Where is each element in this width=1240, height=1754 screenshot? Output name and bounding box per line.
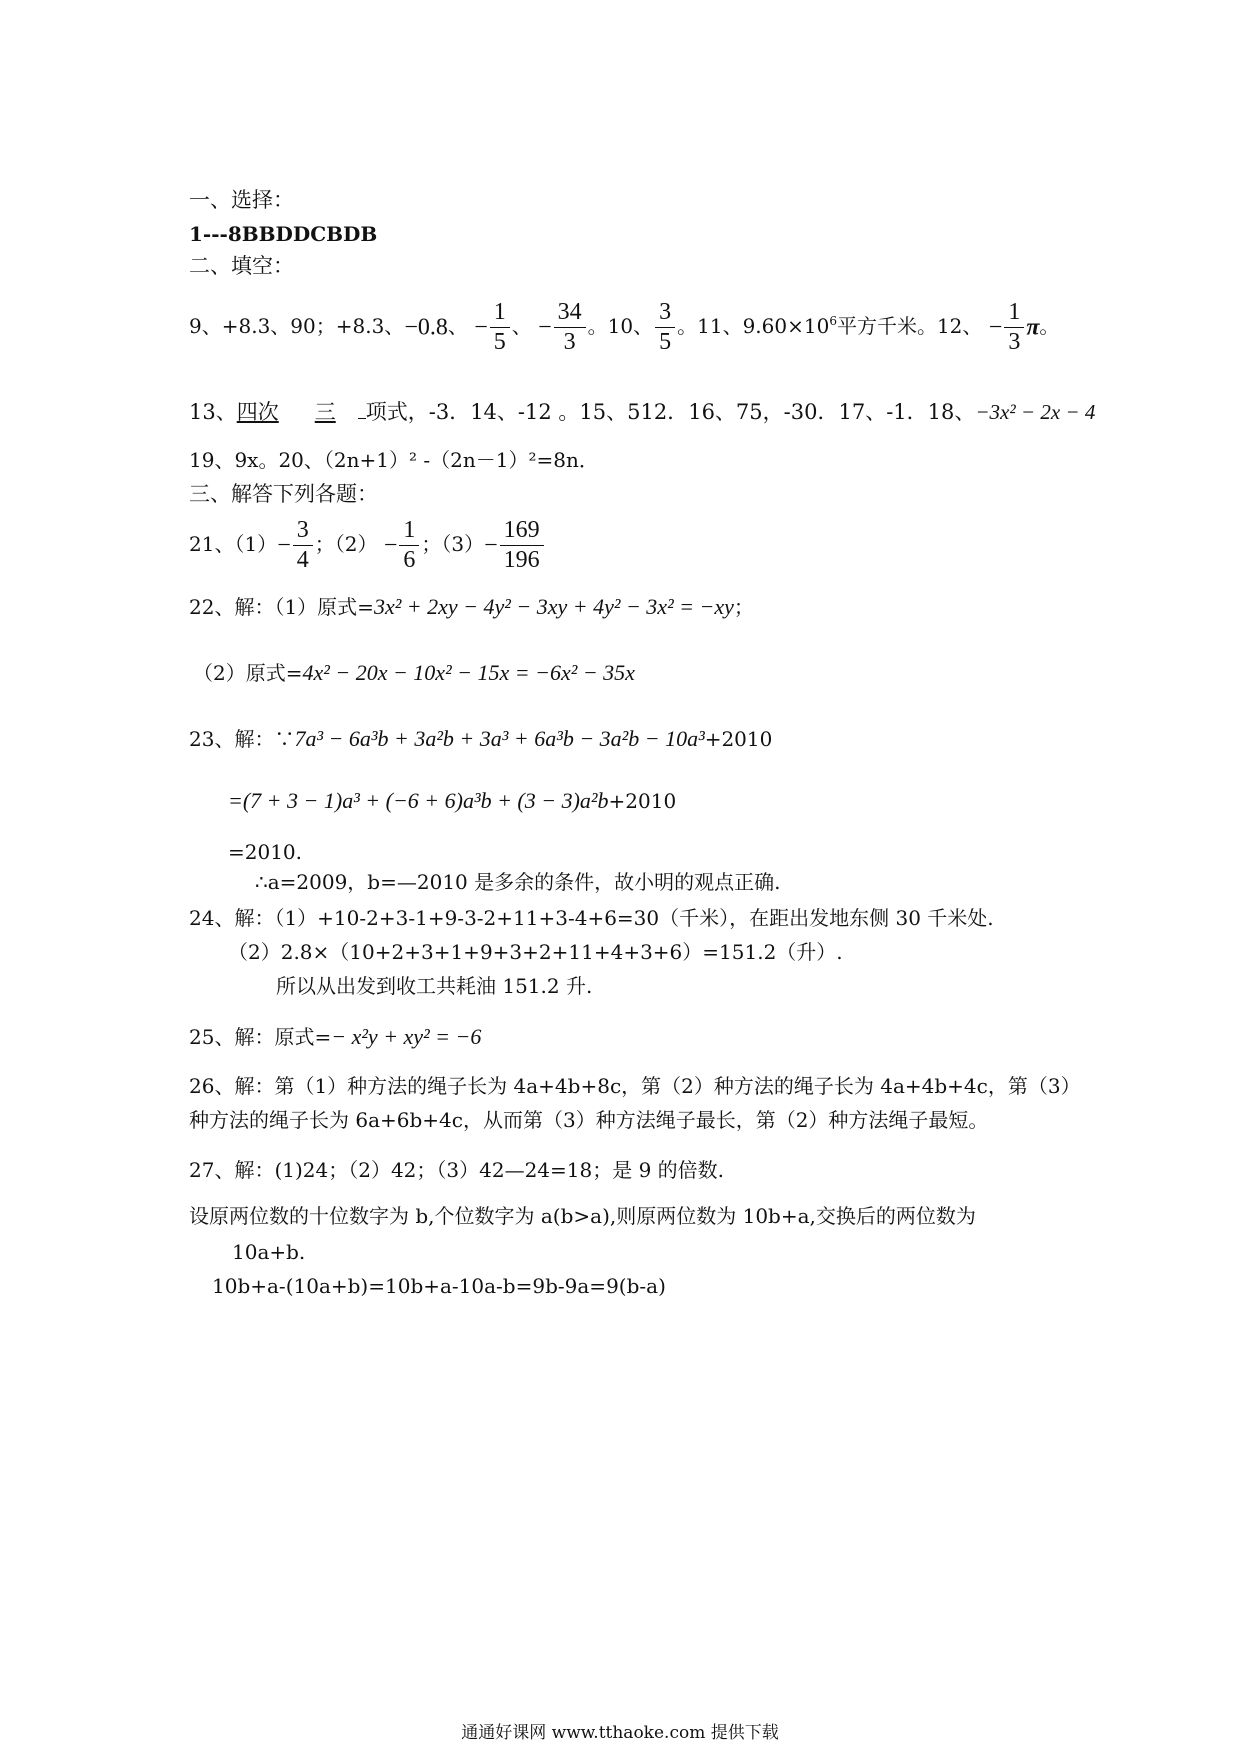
q9-neg-value: −0.8 bbox=[404, 314, 448, 341]
q25-prefix: 25、解：原式= bbox=[189, 1025, 332, 1049]
minus-sign: − bbox=[484, 532, 498, 559]
q23-constant: +2010 bbox=[608, 789, 677, 813]
minus-sign: − bbox=[538, 314, 552, 341]
fraction-169-196: $\frac{169}{196}$ bbox=[500, 518, 544, 573]
q23-line-2 bbox=[228, 788, 676, 814]
q9-sep: 、 bbox=[511, 314, 532, 339]
q9-sep: 、 bbox=[447, 314, 468, 339]
q22-line-2 bbox=[193, 660, 635, 686]
q21-sep: ；（3） bbox=[421, 532, 485, 557]
fraction-3-4: $\frac{3}{4}$ bbox=[293, 518, 313, 573]
q27-line-1: 27、解：(1)24；（2）42；（3）42—24=18；是 9 的倍数. bbox=[189, 1158, 725, 1182]
fraction-1-5: $\frac{1}{5}$ bbox=[490, 300, 510, 355]
q19-20-line: 19、9x。20、（2n+1）² -（2n－1）²=8n． bbox=[189, 448, 599, 472]
q27-line-2: 设原两位数的十位数字为 b,个位数字为 a(b>a),则原两位数为 10b+a,交换后的两位数为 bbox=[189, 1204, 976, 1228]
section-1-heading: 一、选择： bbox=[189, 188, 294, 212]
q22-prefix: 22、解：（1）原式= bbox=[189, 595, 374, 619]
q24-line-1: 24、解：（1）+10-2+3-1+9-3-2+11+3-4+6=30（千米），在距出发地东侧 30 千米处. bbox=[189, 906, 994, 930]
q21-sep: ；（2） bbox=[314, 532, 378, 557]
q22-part2-prefix: （2）原式= bbox=[193, 661, 303, 685]
q13-rest: 项式，-3．14、-12 。15、512．16、75，-30．17、-1．18、 bbox=[365, 400, 976, 424]
q26-line-2: 种方法的绳子长为 6a+6b+4c，从而第（3）种方法绳子最长，第（2）种方法绳子最短。 bbox=[189, 1108, 989, 1132]
q26-line-1: 26、解：第（1）种方法的绳子长为 4a+4b+8c，第（2）种方法的绳子长为 4a+4b+4c，第（3） bbox=[189, 1074, 1081, 1098]
minus-sign: − bbox=[277, 532, 291, 559]
q23-expression-1: 7a³ − 6a³b + 3a²b + 3a³ + 6a³b − 3a²b − 10a³ bbox=[294, 726, 705, 751]
q27-line-3: 10a+b. bbox=[232, 1240, 306, 1264]
q23-constant: +2010 bbox=[704, 727, 773, 751]
q11-unit: 平方千米。12、 bbox=[836, 314, 983, 339]
q25-expression: − x²y + xy² = −6 bbox=[331, 1024, 482, 1049]
q21-line bbox=[189, 518, 546, 573]
q23-expression-2: =(7 + 3 − 1)a³ + (−6 + 6)a³b + (3 − 3)a²b bbox=[228, 788, 609, 813]
section-2-heading: 二、填空： bbox=[189, 254, 294, 278]
q22-line-1 bbox=[189, 594, 754, 620]
minus-sign: − bbox=[474, 314, 488, 341]
q13-prefix: 13、 bbox=[189, 400, 237, 424]
q22-end: ； bbox=[733, 595, 754, 619]
q13-answer-terms: 三 bbox=[314, 400, 336, 424]
q21-prefix: 21、（1） bbox=[189, 532, 278, 557]
section-3-heading: 三、解答下列各题： bbox=[189, 482, 378, 506]
q23-line-4: ∴a=2009，b=—2010 是多余的条件，故小明的观点正确. bbox=[255, 870, 781, 894]
minus-sign: − bbox=[988, 314, 1003, 341]
q13-answer-degree: 四次 bbox=[236, 400, 279, 424]
q24-line-2: （2）2.8×（10+2+3+1+9+3+2+11+4+3+6）=151.2（升）. bbox=[228, 940, 843, 964]
q12-end: 。 bbox=[1039, 314, 1060, 339]
fraction-1-3: $\frac{1}{3}$ bbox=[1004, 300, 1024, 355]
choice-answers: 1---8BBDDCBDB bbox=[189, 222, 378, 246]
fraction-1-6: $\frac{1}{6}$ bbox=[399, 518, 419, 573]
q23-line-3: =2010. bbox=[228, 840, 303, 864]
fraction-3-5: $\frac{3}{5}$ bbox=[655, 300, 675, 355]
q24-line-3: 所以从出发到收工共耗油 151.2 升. bbox=[276, 974, 593, 998]
footer-credit: 通通好课网 www.tthaoke.com 提供下载 bbox=[461, 1723, 779, 1743]
q25-line bbox=[189, 1024, 481, 1050]
q11-label: 。11、9.60×10 bbox=[677, 314, 830, 339]
q27-line-4: 10b+a-(10a+b)=10b+a-10a-b=9b-9a=9(b-a) bbox=[212, 1274, 666, 1298]
q23-prefix: 23、解：∵ bbox=[189, 727, 295, 751]
q22-expression-1: 3x² + 2xy − 4y² − 3xy + 4y² − 3x² = −xy bbox=[373, 594, 734, 619]
q23-line-1 bbox=[189, 726, 772, 752]
q22-expression-2: 4x² − 20x − 10x² − 15x = −6x² − 35x bbox=[302, 660, 635, 685]
q11-exponent: 6 bbox=[829, 313, 837, 328]
minus-sign: − bbox=[383, 532, 398, 559]
pi-symbol: π bbox=[1026, 314, 1040, 341]
q9-prefix: 9、+8.3、90；+8.3、 bbox=[189, 314, 405, 339]
fraction-34-3: $\frac{34}{3}$ bbox=[554, 300, 586, 355]
q9-12-line bbox=[189, 300, 1059, 355]
q18-expression: −3x² − 2x − 4 bbox=[975, 400, 1096, 424]
q13-18-line bbox=[189, 400, 1095, 425]
q10-label: 。10、 bbox=[587, 314, 654, 339]
